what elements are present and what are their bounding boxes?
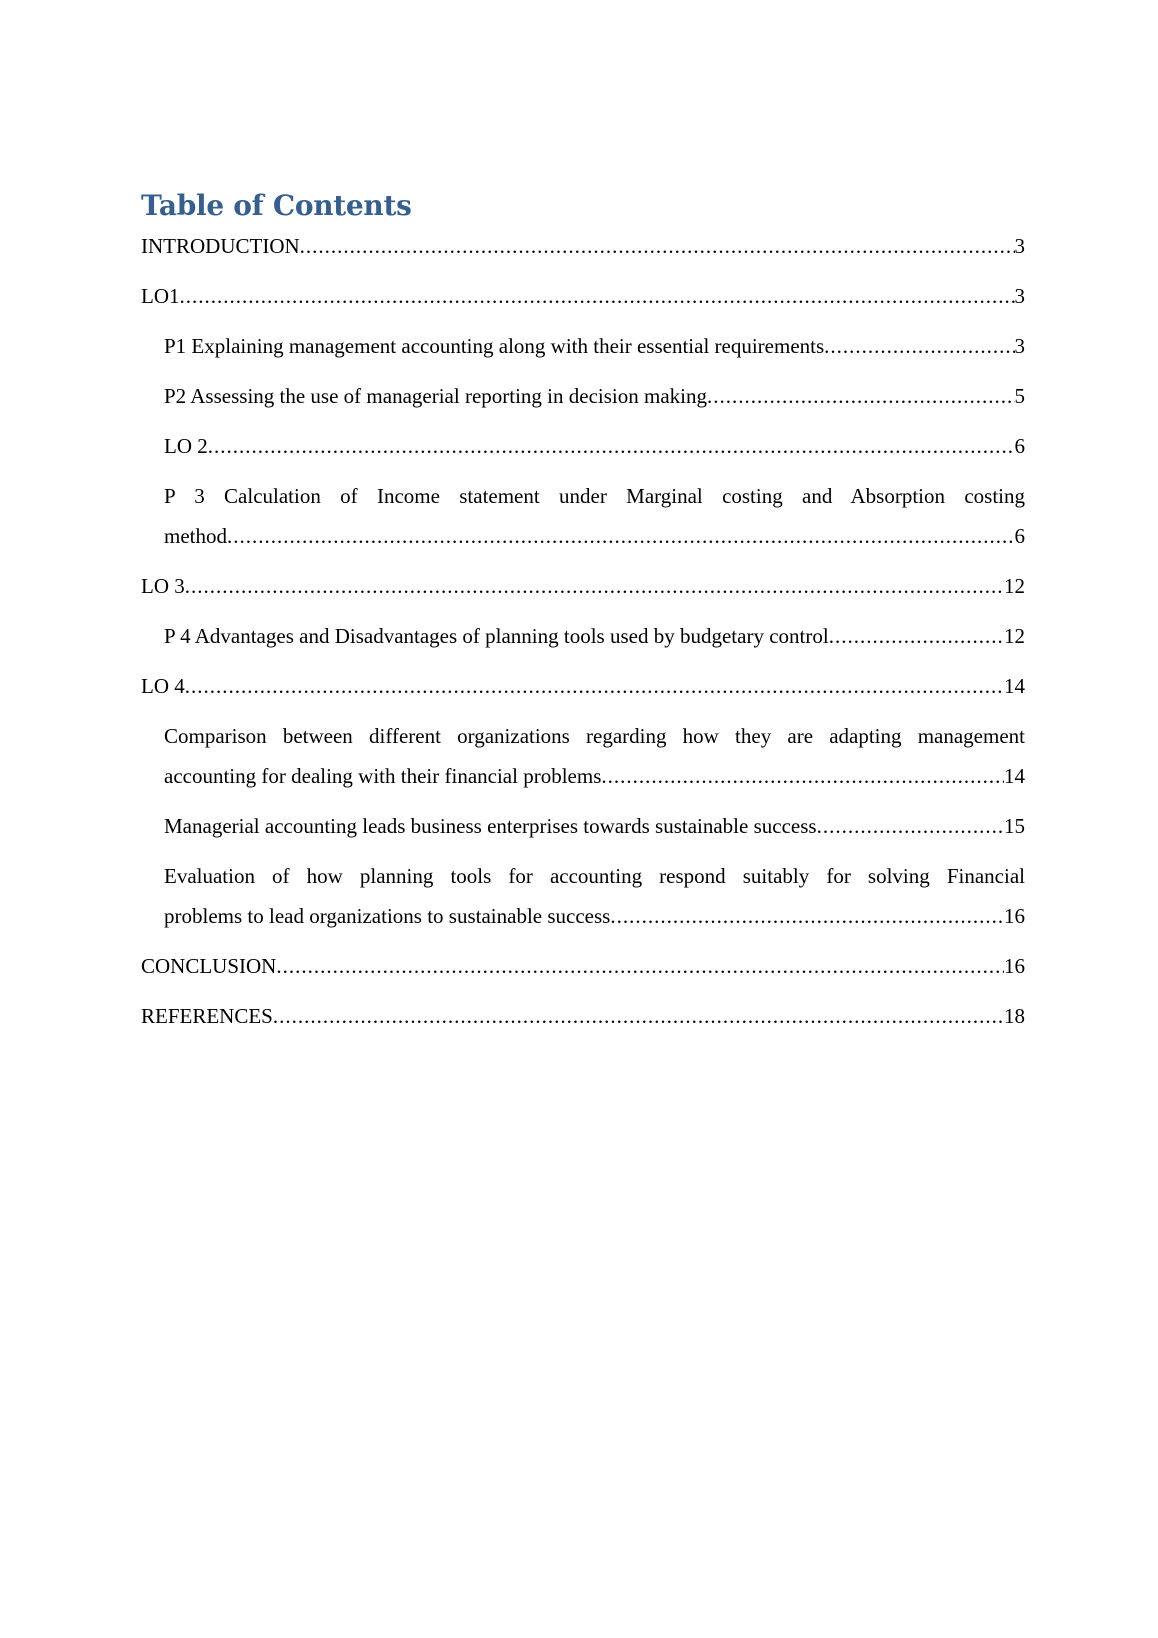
toc-page-number: 6 (1014, 434, 1025, 458)
toc-entry-line (141, 996, 1025, 1036)
toc-dot-leader (180, 276, 1015, 316)
toc-entry-text: problems to lead organizations to sustainable success (164, 904, 611, 928)
toc-page-number: 14 (1004, 674, 1025, 698)
toc-entry-line (164, 756, 1025, 796)
toc-dot-leader (227, 516, 1015, 556)
toc-entry-text: REFERENCES (141, 1004, 273, 1028)
toc-entry[interactable] (141, 666, 1025, 706)
toc-entry-line (141, 226, 1025, 266)
toc-entry-line (141, 566, 1025, 606)
toc-page-number: 6 (1014, 524, 1025, 548)
toc-entry-text: method (164, 524, 227, 548)
toc-entry[interactable] (141, 996, 1025, 1036)
toc-entry-text: LO 3 (141, 574, 185, 598)
toc-dot-leader (829, 616, 1004, 656)
toc-entry-line (164, 326, 1025, 366)
toc-entry-text: CONCLUSION (141, 954, 277, 978)
toc-page-number: 3 (1014, 334, 1025, 358)
toc-entry-line (164, 616, 1025, 656)
toc-entries (141, 226, 1025, 1036)
toc-entry[interactable] (141, 426, 1025, 466)
toc-entry-line (164, 896, 1025, 936)
toc-title: Table of Contents (141, 189, 412, 222)
toc-entry-text: P2 Assessing the use of managerial reporting in decision making (164, 384, 707, 408)
toc-entry[interactable] (141, 476, 1025, 556)
toc-dot-leader (276, 946, 1004, 986)
toc-entry[interactable] (141, 856, 1025, 936)
toc-dot-leader (707, 376, 1015, 416)
toc-entry-text: Managerial accounting leads business enterprises towards sustainable success (164, 814, 817, 838)
toc-entry[interactable] (141, 946, 1025, 986)
toc-entry-line (164, 426, 1025, 466)
toc-page-number: 5 (1014, 384, 1025, 408)
toc-entry[interactable] (141, 806, 1025, 846)
toc-entry-text: P1 Explaining management accounting along with their essential requirements (164, 334, 825, 358)
table-of-contents (141, 186, 1025, 1046)
toc-entry-line (164, 806, 1025, 846)
toc-dot-leader (185, 666, 1004, 706)
toc-dot-leader (601, 756, 1004, 796)
toc-entry-text-line: P 3 Calculation of Income statement under Marginal costing and Absorption costing (164, 484, 1025, 508)
toc-entry[interactable] (141, 276, 1025, 316)
toc-entry-line (141, 946, 1025, 986)
toc-entry-text: LO1 (141, 284, 180, 308)
toc-entry-text-line: Comparison between different organizations regarding how they are adapting management (164, 724, 1025, 748)
toc-entry-text: P 4 Advantages and Disadvantages of planning tools used by budgetary control (164, 624, 829, 648)
toc-entry-text: LO 2 (164, 434, 208, 458)
toc-entry[interactable] (141, 376, 1025, 416)
toc-page-number: 16 (1004, 904, 1025, 928)
toc-entry-line (141, 276, 1025, 316)
toc-dot-leader (300, 226, 1015, 266)
toc-entry[interactable] (141, 716, 1025, 796)
toc-entry-line (164, 516, 1025, 556)
toc-page-number: 14 (1004, 764, 1025, 788)
toc-page-number: 3 (1014, 284, 1025, 308)
toc-entry[interactable] (141, 226, 1025, 266)
toc-page-number: 12 (1004, 574, 1025, 598)
toc-entry[interactable] (141, 616, 1025, 656)
toc-page-number: 12 (1004, 624, 1025, 648)
toc-entry[interactable] (141, 566, 1025, 606)
toc-page-number: 3 (1014, 234, 1025, 258)
toc-entry-line (141, 666, 1025, 706)
toc-dot-leader (273, 996, 1004, 1036)
toc-dot-leader (610, 896, 1004, 936)
toc-entry[interactable] (141, 326, 1025, 366)
toc-entry-text: accounting for dealing with their financial problems (164, 764, 602, 788)
toc-dot-leader (208, 426, 1015, 466)
toc-entry-text-line: Evaluation of how planning tools for accounting respond suitably for solving Financial (164, 864, 1025, 888)
toc-dot-leader (185, 566, 1004, 606)
toc-page-number: 16 (1004, 954, 1025, 978)
toc-entry-text: LO 4 (141, 674, 185, 698)
toc-dot-leader (824, 326, 1014, 366)
toc-page-number: 18 (1004, 1004, 1025, 1028)
toc-page-number: 15 (1004, 814, 1025, 838)
toc-entry-text: INTRODUCTION (141, 234, 300, 258)
toc-entry-line (164, 376, 1025, 416)
toc-dot-leader (817, 806, 1004, 846)
